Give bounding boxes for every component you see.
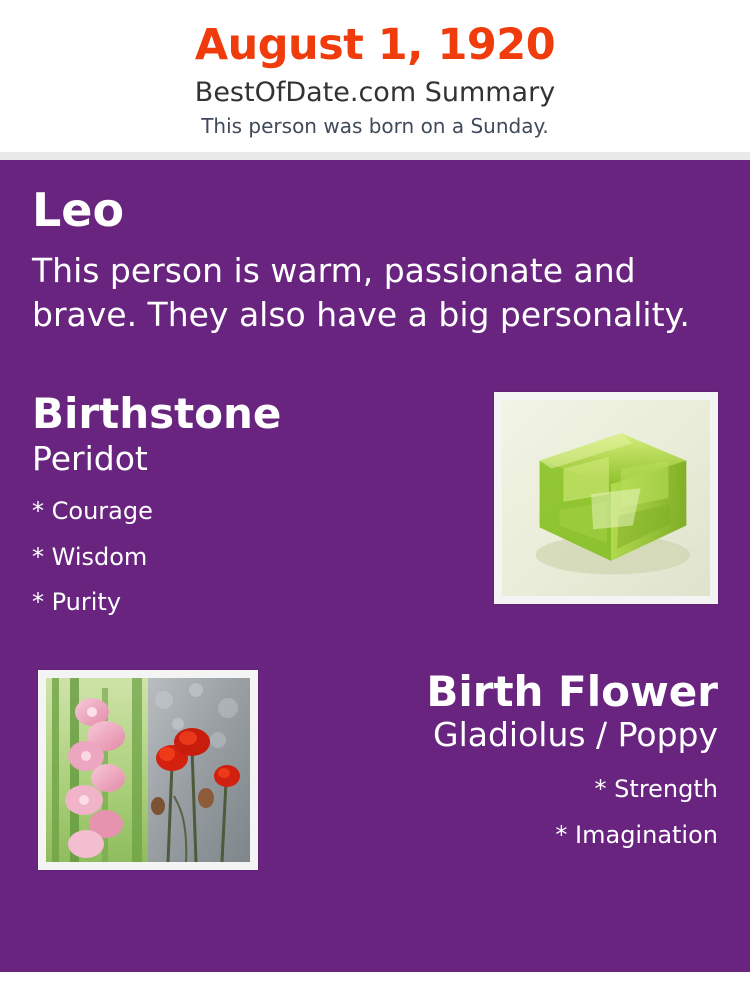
birthstone-name: Peridot (32, 438, 148, 478)
birthstone-trait: * Wisdom (32, 542, 148, 571)
header (0, 0, 750, 152)
birthflower-image-frame (38, 670, 258, 870)
birthstone-trait: * Purity (32, 588, 122, 617)
birthflower-trait: * Imagination (555, 820, 718, 849)
birthstone-title: Birthstone (32, 388, 282, 438)
zodiac-sign-title: Leo (32, 183, 125, 238)
birthflower-name: Gladiolus / Poppy (433, 714, 718, 754)
header-divider (0, 152, 750, 160)
gladiolus-poppy-photo (46, 678, 250, 862)
birthstone-section (32, 388, 718, 626)
birthflower-text (284, 666, 718, 859)
birthflower-title: Birth Flower (426, 666, 718, 716)
page-title: August 1, 1920 (194, 20, 556, 70)
birthstone-trait: * Courage (32, 497, 153, 526)
birthstone-text (32, 388, 462, 626)
birthstone-image-frame (494, 392, 718, 604)
birthflower-trait: * Strength (594, 775, 718, 804)
main-panel (0, 160, 750, 972)
birthflower-section (32, 666, 718, 885)
birth-day-note: This person was born on a Sunday. (201, 114, 549, 139)
zodiac-description: This person is warm, passionate and brave. They also have a big personality. (32, 250, 690, 335)
peridot-gemstone-photo (502, 400, 710, 596)
site-summary-label: BestOfDate.com Summary (194, 77, 556, 109)
